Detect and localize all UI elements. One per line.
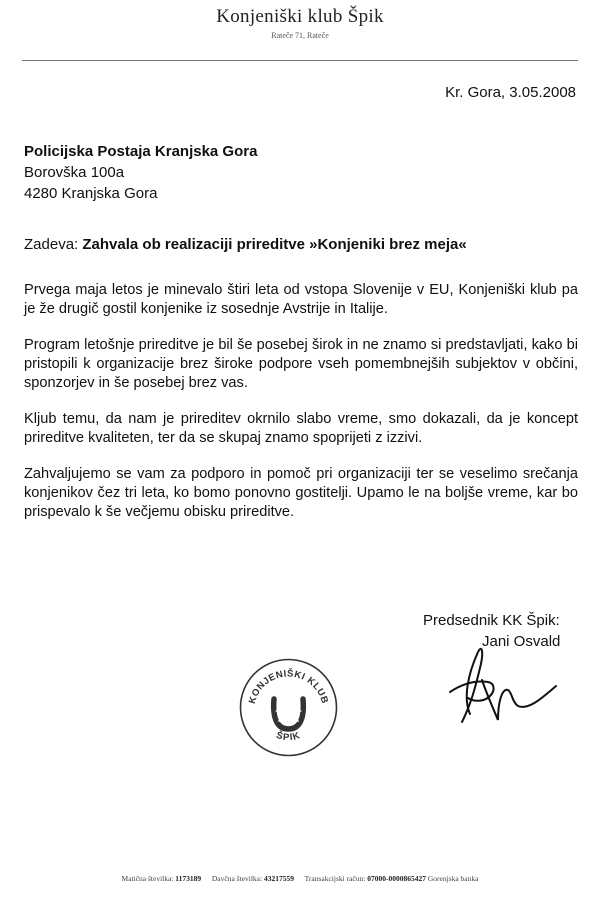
date-line: Kr. Gora, 3.05.2008 bbox=[445, 84, 576, 101]
subject-title: Zahvala ob realizaciji prireditve »Konjeniki brez meja« bbox=[82, 236, 467, 253]
signatory-title: Predsednik KK Špik: bbox=[423, 612, 560, 629]
club-address: Rateče 71, Rateče bbox=[271, 31, 329, 40]
stamp-top-text: KONJENIŠKI KLUB bbox=[246, 668, 331, 706]
letter-body bbox=[24, 281, 578, 539]
subject-label: Zadeva: bbox=[24, 236, 79, 253]
account-number: 07000-0000865427 bbox=[367, 874, 426, 883]
recipient-street: Borovška 100a bbox=[24, 164, 125, 181]
account-label: Transakcijski račun: bbox=[304, 874, 366, 883]
header-divider bbox=[22, 60, 578, 61]
registration-label: Matična številka: bbox=[121, 874, 174, 883]
body-paragraph: Program letošnje prireditve je bil še posebej širok in ne znamo si predstavljati, kako bi pristopili k organizacije brez široke podpore vseh pomembnejših subjektov v občini, sponzorjev in še posebej brez vas. bbox=[24, 337, 578, 391]
recipient-name: Policijska Postaja Kranjska Gora bbox=[24, 143, 258, 160]
handwritten-signature bbox=[448, 640, 560, 725]
footer-company-info bbox=[0, 874, 600, 883]
body-paragraph: Zahvaljujemo se vam za podporo in pomoč pri organizaciji ter se veselimo srečanja konjenikov čez tri leta, ko bomo ponovno gostitelji. Upamo le na boljše vreme, kar bo prispevalo k še večjemu obisku prireditve. bbox=[24, 466, 578, 520]
letterhead bbox=[0, 6, 600, 40]
club-stamp bbox=[236, 655, 341, 760]
signatory-name: Jani Osvald bbox=[482, 633, 561, 650]
bank-name: Gorenjska banka bbox=[427, 874, 479, 883]
registration-number: 1173189 bbox=[175, 874, 202, 883]
subject-line bbox=[24, 236, 467, 253]
recipient-city: 4280 Kranjska Gora bbox=[24, 185, 158, 202]
stamp-bottom-text: ŠPIK bbox=[274, 729, 303, 744]
body-paragraph: Prvega maja letos je minevalo štiri leta od vstopa Slovenije v EU, Konjeniški klub pa je že drugič gostil konjenike iz sosednje Avstrije in Italije. bbox=[24, 282, 578, 317]
body-paragraph: Kljub temu, da nam je prireditev okrnilo slabo vreme, smo dokazali, da je koncept prireditve kvaliteten, ter da se skupaj znamo spoprijeti z izzivi. bbox=[24, 411, 578, 446]
tax-number: 43217559 bbox=[263, 874, 294, 883]
recipient-address bbox=[24, 141, 257, 204]
horseshoe-icon bbox=[274, 699, 304, 729]
tax-label: Davčna številka: bbox=[211, 874, 263, 883]
svg-text:KONJENIŠKI KLUB bbox=[247, 667, 330, 705]
club-name: Konjeniški klub Špik bbox=[216, 6, 384, 27]
